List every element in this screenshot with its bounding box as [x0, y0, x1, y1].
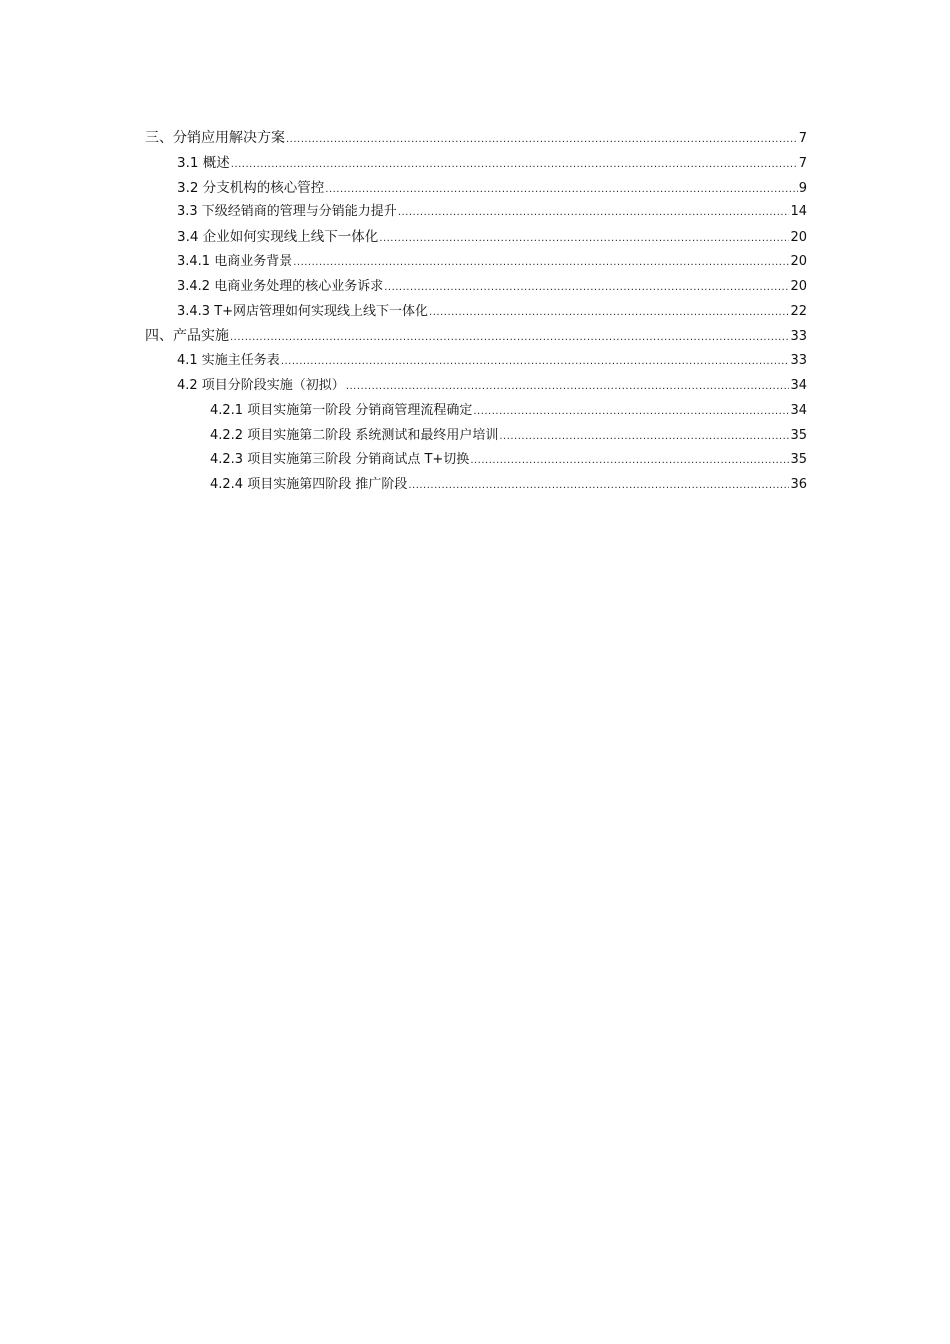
toc-entry-title: 3.2 分支机构的核心管控 [177, 179, 325, 196]
toc-entry[interactable] [145, 324, 807, 349]
dot-leader [473, 400, 789, 425]
dot-leader [499, 425, 789, 450]
toc-entry-title: 4.2.1 项目实施第一阶段 分销商管理流程确定 [210, 402, 473, 418]
dot-leader [231, 153, 798, 178]
toc-entry[interactable] [145, 225, 807, 250]
toc-entry-page: 34 [790, 377, 807, 393]
dot-leader [408, 474, 789, 499]
toc-entry-page: 33 [790, 353, 807, 369]
toc-entry-page: 35 [790, 452, 807, 468]
toc-entry-page: 35 [790, 427, 807, 443]
toc-entry[interactable] [145, 126, 807, 151]
toc-entry-page: 33 [790, 329, 807, 345]
toc-entry[interactable] [145, 473, 807, 498]
toc-entry-title: 3.4.2 电商业务处理的核心业务诉求 [177, 278, 384, 294]
dot-leader [470, 449, 789, 474]
toc-entry-title: 四、产品实施 [145, 328, 229, 345]
toc-entry[interactable] [145, 300, 807, 325]
toc-entry-title: 4.2 项目分阶段实施（初拟） [177, 377, 345, 393]
toc-entry[interactable] [145, 176, 807, 201]
toc-entry-title: 4.2.4 项目实施第四阶段 推广阶段 [210, 477, 408, 493]
dot-leader [281, 350, 790, 375]
toc-entry-title: 4.1 实施主任务表 [177, 353, 280, 369]
toc-entry-page: 20 [790, 253, 807, 269]
toc-entry[interactable] [145, 399, 807, 424]
toc-entry[interactable] [145, 250, 807, 275]
toc-entry[interactable] [145, 374, 807, 399]
toc-entry[interactable] [145, 448, 807, 473]
toc-entry[interactable] [145, 424, 807, 449]
dot-leader [230, 326, 789, 351]
toc-entry[interactable] [145, 349, 807, 374]
toc-entry[interactable] [145, 151, 807, 176]
toc-entry-page: 14 [790, 204, 807, 220]
toc-entry-page: 34 [790, 402, 807, 418]
dot-leader [286, 128, 798, 153]
dot-leader [293, 251, 789, 276]
toc-entry-page: 9 [798, 180, 807, 196]
toc-entry-title: 3.4 企业如何实现线上线下一体化 [177, 229, 379, 246]
table-of-contents [145, 126, 807, 498]
toc-entry-page: 20 [790, 230, 807, 246]
toc-entry-page: 22 [790, 303, 807, 319]
dot-leader [398, 201, 790, 226]
toc-entry-title: 3.4.1 电商业务背景 [177, 253, 293, 269]
dot-leader [325, 178, 797, 203]
toc-entry-title: 三、分销应用解决方案 [145, 130, 285, 146]
toc-entry-page: 7 [798, 131, 807, 146]
toc-entry[interactable] [145, 275, 807, 300]
toc-entry-title: 3.1 概述 [177, 154, 230, 171]
dot-leader [429, 301, 789, 326]
toc-entry-page: 7 [798, 155, 807, 171]
toc-entry-title: 4.2.3 项目实施第三阶段 分销商试点 T+切换 [210, 452, 470, 468]
toc-entry-title: 4.2.2 项目实施第二阶段 系统测试和最终用户培训 [210, 427, 499, 443]
toc-entry-title: 3.3 下级经销商的管理与分销能力提升 [177, 204, 397, 220]
toc-entry-page: 36 [790, 477, 807, 493]
toc-entry-page: 20 [790, 278, 807, 294]
toc-entry-title: 3.4.3 T+网店管理如何实现线上线下一体化 [177, 303, 429, 319]
dot-leader [384, 276, 789, 301]
toc-entry[interactable] [145, 200, 807, 225]
dot-leader [346, 375, 790, 400]
dot-leader [379, 227, 789, 252]
